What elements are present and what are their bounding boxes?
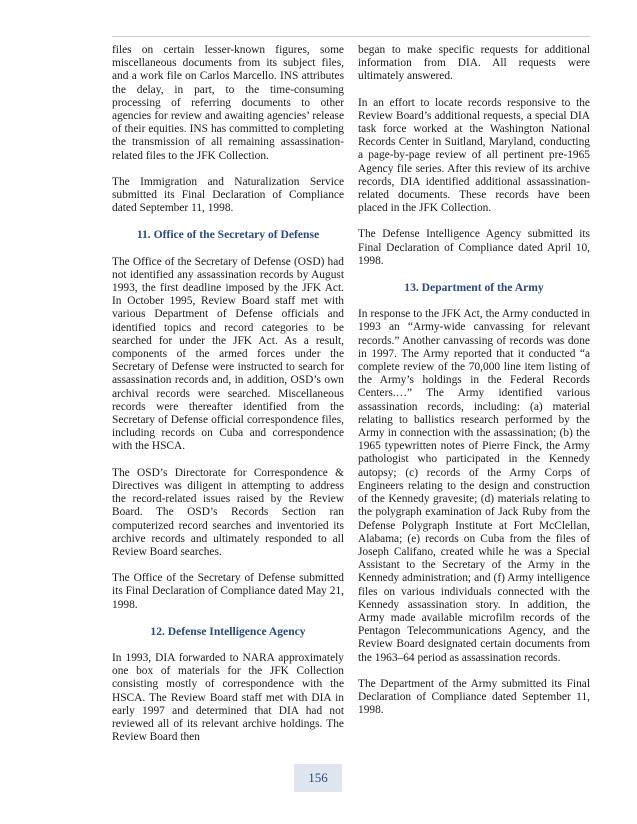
paragraph-dia-2: In an effort to locate records responsive to the Review Board’s additional requests, a special DIA task force worked at the Washington National Records Center in Suitland, Maryland, conducting a page-by-page review of all pertinent pre-1965 Agency file series. After this review of its archive records, DIA identified additional assassination-related documents. These records have been placed in the JFK Collection. [358, 96, 590, 215]
paragraph-dia-1: In 1993, DIA forwarded to NARA approximately one box of materials for the JFK Collection consisting mostly of correspondence with the HSCA. The Review Board staff met with DIA in early 1997 and determined that DIA had not reviewed all of its relevant archive holdings. The Review Board then [112, 651, 344, 744]
left-column [112, 44, 344, 757]
top-rule [112, 36, 590, 37]
heading-defense-intelligence-agency: 12. Defense Intelligence Agency [150, 624, 306, 638]
paragraph-dia-3: The Defense Intelligence Agency submitted its Final Declaration of Compliance dated April 10, 1998. [358, 228, 590, 267]
heading-department-army: 13. Department of the Army [404, 281, 544, 295]
paragraph-army-2: The Department of the Army submitted its Final Declaration of Compliance dated September 11, 1998. [358, 677, 590, 717]
right-column [358, 44, 590, 730]
paragraph-ins-declaration: The Immigration and Naturalization Service submitted its Final Declaration of Compliance dated September 11, 1998. [112, 175, 344, 215]
paragraph-osd-3: The Office of the Secretary of Defense submitted its Final Declaration of Compliance dated May 21, 1998. [112, 572, 344, 611]
page-number: 156 [294, 764, 342, 792]
paragraph-osd-2: The OSD’s Directorate for Correspondence & Directives was diligent in attempting to address the record-related issues raised by the Review Board. The OSD’s Records Section ran computerized record searches and inventoried its archive records and ultimately responded to all Review Board searches. [112, 466, 344, 558]
paragraph-osd-1: The Office of the Secretary of Defense (OSD) had not identified any assassination records by August 1993, the first deadline imposed by the JFK Act. In October 1995, Review Board staff met with various Department of Defense officials and identified topics and record categories to be searched for under the JFK Act. As a result, components of the armed forces under the Secretary of Defense were instructed to search for assassination records and, in addition, OSD’s own archival records were searched. Miscellaneous records were thereafter identified from the Secretary of Defense official correspondence files, including records on Cuba and correspondence with the HSCA. [112, 255, 344, 453]
paragraph-dia-continued: began to make specific requests for additional information from DIA. All requests were ultimately answered. [358, 44, 590, 83]
paragraph-army-1: In response to the JFK Act, the Army conducted in 1993 an “Army-wide canvassing for relevant records.” Another canvassing of records was done in 1997. The Army reported that it conducted “a complete review of the 70,000 line item listing of the Army’s holdings in the Federal Records Centers.…” The Army identified various assassination records, including: (a) material relating to ballistics research performed by the Army in connection with the assassination; (b) the 1965 typewritten notes of Pierre Finck, the Army pathologist who participated in the Kennedy autopsy; (c) records of the Army Corps of Engineers relating to the design and construction of the Kennedy gravesite; (d) materials relating to the polygraph examination of Jack Ruby from the Defense Polygraph Institute at Fort McClellan, Alabama; (e) records on Cuba from the files of Joseph Califano, created while he was a Special Assistant to the Secretary of the Army in the Kennedy administration; and (f) Army intelligence files on various individuals connected with the Kennedy assassination story. In addition, the Army made available microfilm records of the Pentagon Telecommunications Agency, and the Review Board designated certain documents from the 1963–64 period as assassination records. [358, 308, 590, 664]
paragraph-ins-intro: files on certain lesser-known figures, some miscellaneous documents from its subject files, and a work file on Carlos Marcello. INS attributes the delay, in part, to the time-consuming processing of referring documents to other agencies for review and awaiting agencies’ release of their equities. INS has committed to completing the transmission of all remaining assassination-related files to the JFK Collection. [112, 44, 344, 162]
heading-office-secretary-defense: 11. Office of the Secretary of Defense [136, 228, 320, 242]
